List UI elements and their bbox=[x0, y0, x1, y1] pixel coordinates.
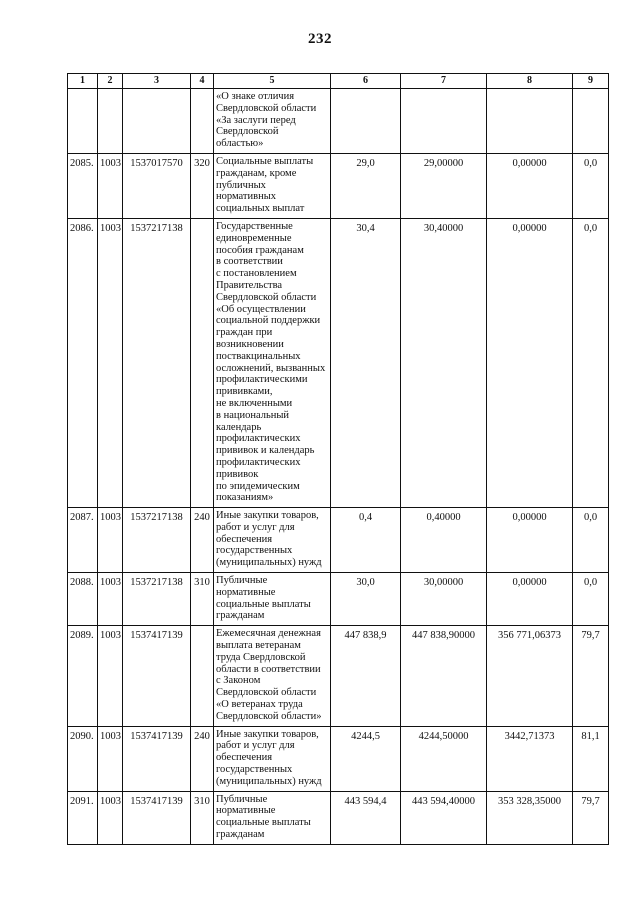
description-line: с постановлением bbox=[216, 268, 297, 280]
description-line: «За заслуги перед bbox=[216, 114, 296, 126]
row-number: 2086. bbox=[68, 218, 98, 507]
description-line: социальные выплаты bbox=[216, 598, 311, 610]
row-number: 2087. bbox=[68, 508, 98, 573]
description-line: Публичные bbox=[216, 575, 268, 587]
description-line: государственных bbox=[216, 545, 293, 557]
description-line: социальные выплаты bbox=[216, 817, 311, 829]
description-line: выплата ветеранам bbox=[216, 640, 301, 652]
table-row bbox=[68, 791, 609, 844]
description-line: прививок и календарь bbox=[216, 445, 315, 457]
executed-value: 353 328,35000 bbox=[487, 791, 573, 844]
description-line: Иные закупки товаров, bbox=[216, 728, 319, 740]
col-header-3: 3 bbox=[123, 74, 191, 89]
plan-value: 447 838,9 bbox=[331, 626, 401, 726]
col-header-9: 9 bbox=[573, 74, 609, 89]
section-code: 1003 bbox=[98, 791, 123, 844]
executed-value: 356 771,06373 bbox=[487, 626, 573, 726]
plan-value-precise: 29,00000 bbox=[401, 153, 487, 218]
col-header-2: 2 bbox=[98, 74, 123, 89]
col-header-5: 5 bbox=[214, 74, 331, 89]
section-code: 1003 bbox=[98, 573, 123, 626]
description-line: прививками, bbox=[216, 386, 273, 398]
expense-type: 310 bbox=[191, 791, 214, 844]
expense-type bbox=[191, 218, 214, 507]
col-header-1: 1 bbox=[68, 74, 98, 89]
table-row bbox=[68, 153, 609, 218]
expense-type: 320 bbox=[191, 153, 214, 218]
percent-executed: 0,0 bbox=[573, 508, 609, 573]
expense-type: 310 bbox=[191, 573, 214, 626]
section-code: 1003 bbox=[98, 218, 123, 507]
expense-type bbox=[191, 626, 214, 726]
plan-value: 30,4 bbox=[331, 218, 401, 507]
executed-value: 0,00000 bbox=[487, 508, 573, 573]
description-line: обеспечения bbox=[216, 752, 273, 764]
description bbox=[214, 218, 331, 507]
description-line: пособия гражданам bbox=[216, 244, 304, 256]
description-line: Правительства bbox=[216, 279, 283, 291]
section-code bbox=[98, 89, 123, 154]
table-row bbox=[68, 573, 609, 626]
description-line: «Об осуществлении bbox=[216, 303, 306, 315]
description-line: поствакцинальных bbox=[216, 350, 301, 362]
description-line: нормативных bbox=[216, 191, 277, 203]
description-line: Свердловской bbox=[216, 126, 279, 138]
description bbox=[214, 89, 331, 154]
description-line: профилактических bbox=[216, 456, 301, 468]
description-line: Ежемесячная денежная bbox=[216, 628, 321, 640]
description-line: «О ветеранах труда bbox=[216, 699, 303, 711]
description-line: единовременные bbox=[216, 232, 292, 244]
expense-type bbox=[191, 89, 214, 154]
description-line: Иные закупки товаров, bbox=[216, 510, 319, 522]
description-line: профилактическими bbox=[216, 374, 308, 386]
col-header-6: 6 bbox=[331, 74, 401, 89]
plan-value-precise bbox=[401, 89, 487, 154]
plan-value bbox=[331, 89, 401, 154]
description-line: работ и услуг для bbox=[216, 521, 295, 533]
plan-value-precise: 0,40000 bbox=[401, 508, 487, 573]
description-line: прививок bbox=[216, 468, 259, 480]
description-line: работ и услуг для bbox=[216, 740, 295, 752]
description-line: гражданам bbox=[216, 610, 265, 622]
executed-value: 0,00000 bbox=[487, 218, 573, 507]
section-code: 1003 bbox=[98, 508, 123, 573]
description-line: возникновении bbox=[216, 338, 284, 350]
description-line: труда Свердловской bbox=[216, 651, 306, 663]
section-code: 1003 bbox=[98, 626, 123, 726]
percent-executed: 81,1 bbox=[573, 726, 609, 791]
col-header-7: 7 bbox=[401, 74, 487, 89]
executed-value: 3442,71373 bbox=[487, 726, 573, 791]
section-code: 1003 bbox=[98, 726, 123, 791]
plan-value-precise: 30,40000 bbox=[401, 218, 487, 507]
target-code: 1537417139 bbox=[123, 791, 191, 844]
table-row bbox=[68, 218, 609, 507]
table-row bbox=[68, 726, 609, 791]
description-line: в соответствии bbox=[216, 256, 283, 268]
description-line: Социальные выплаты bbox=[216, 155, 314, 167]
description-line: в национальный bbox=[216, 409, 290, 421]
description-line: области в соответствии bbox=[216, 663, 321, 675]
description-line: с Законом bbox=[216, 675, 261, 687]
description bbox=[214, 626, 331, 726]
percent-executed: 0,0 bbox=[573, 153, 609, 218]
table-row bbox=[68, 89, 609, 154]
description-line: граждан при bbox=[216, 327, 273, 339]
row-number: 2085. bbox=[68, 153, 98, 218]
row-number: 2090. bbox=[68, 726, 98, 791]
description-line: гражданам, кроме bbox=[216, 167, 297, 179]
description-line: (муниципальных) нужд bbox=[216, 557, 322, 569]
description-line: по эпидемическим bbox=[216, 480, 300, 492]
description-line: областью» bbox=[216, 138, 264, 150]
description-line: государственных bbox=[216, 764, 293, 776]
page-number: 232 bbox=[308, 31, 332, 47]
target-code bbox=[123, 89, 191, 154]
description-line: Свердловской области bbox=[216, 687, 317, 699]
target-code: 1537417139 bbox=[123, 726, 191, 791]
description-line: (муниципальных) нужд bbox=[216, 775, 322, 787]
description-line: нормативные bbox=[216, 586, 276, 598]
description-line: показаниям» bbox=[216, 492, 274, 504]
description bbox=[214, 573, 331, 626]
description bbox=[214, 508, 331, 573]
row-number bbox=[68, 89, 98, 154]
plan-value: 29,0 bbox=[331, 153, 401, 218]
description bbox=[214, 791, 331, 844]
target-code: 1537017570 bbox=[123, 153, 191, 218]
table-row bbox=[68, 626, 609, 726]
description-line: календарь bbox=[216, 421, 262, 433]
target-code: 1537217138 bbox=[123, 508, 191, 573]
description-line: гражданам bbox=[216, 829, 265, 841]
target-code: 1537217138 bbox=[123, 573, 191, 626]
plan-value-precise: 447 838,90000 bbox=[401, 626, 487, 726]
description-line: обеспечения bbox=[216, 533, 273, 545]
plan-value: 0,4 bbox=[331, 508, 401, 573]
plan-value: 443 594,4 bbox=[331, 791, 401, 844]
description-line: социальных выплат bbox=[216, 203, 305, 215]
description-line: профилактических bbox=[216, 433, 301, 445]
plan-value: 4244,5 bbox=[331, 726, 401, 791]
description-line: нормативные bbox=[216, 805, 276, 817]
budget-table bbox=[67, 73, 609, 845]
description-line: осложнений, вызванных bbox=[216, 362, 326, 374]
plan-value-precise: 30,00000 bbox=[401, 573, 487, 626]
description bbox=[214, 726, 331, 791]
description-line: Свердловской области» bbox=[216, 710, 322, 722]
percent-executed: 0,0 bbox=[573, 218, 609, 507]
row-number: 2091. bbox=[68, 791, 98, 844]
table-row bbox=[68, 508, 609, 573]
expense-type: 240 bbox=[191, 726, 214, 791]
plan-value: 30,0 bbox=[331, 573, 401, 626]
percent-executed bbox=[573, 89, 609, 154]
description-line: не включенными bbox=[216, 397, 293, 409]
row-number: 2088. bbox=[68, 573, 98, 626]
target-code: 1537417139 bbox=[123, 626, 191, 726]
description-line: «О знаке отличия bbox=[216, 91, 295, 102]
percent-executed: 79,7 bbox=[573, 791, 609, 844]
col-header-8: 8 bbox=[487, 74, 573, 89]
description bbox=[214, 153, 331, 218]
section-code: 1003 bbox=[98, 153, 123, 218]
row-number: 2089. bbox=[68, 626, 98, 726]
table-body bbox=[68, 89, 609, 845]
plan-value-precise: 443 594,40000 bbox=[401, 791, 487, 844]
executed-value: 0,00000 bbox=[487, 153, 573, 218]
description-line: Свердловской области bbox=[216, 291, 317, 303]
target-code: 1537217138 bbox=[123, 218, 191, 507]
percent-executed: 0,0 bbox=[573, 573, 609, 626]
description-line: публичных bbox=[216, 179, 266, 191]
expense-type: 240 bbox=[191, 508, 214, 573]
plan-value-precise: 4244,50000 bbox=[401, 726, 487, 791]
col-header-4: 4 bbox=[191, 74, 214, 89]
description-line: Свердловской области bbox=[216, 102, 317, 114]
description-line: Публичные bbox=[216, 793, 268, 805]
header-row bbox=[68, 74, 609, 89]
percent-executed: 79,7 bbox=[573, 626, 609, 726]
executed-value bbox=[487, 89, 573, 154]
executed-value: 0,00000 bbox=[487, 573, 573, 626]
description-line: Государственные bbox=[216, 220, 293, 232]
description-line: социальной поддержки bbox=[216, 315, 321, 327]
